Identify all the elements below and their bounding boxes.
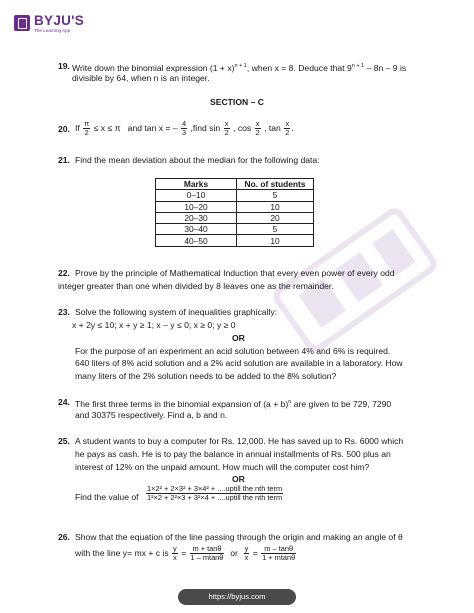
q22-line-2: integer greater than one when divided by 8 leaves one as the remainder. — [58, 281, 334, 291]
q24-line-2: and 30375 respectively. Find a, b and n. — [75, 410, 228, 420]
marks-table — [155, 178, 314, 247]
q23-line-3: For the purpose of an experiment an acid solution between 4% and 6% is required. — [75, 346, 391, 356]
table-row — [156, 201, 314, 212]
q23-line-5: many liters of the 2% solution needs to be added to the 8% solution? — [75, 371, 337, 381]
q25-fraction: $\frac{\text{1×2² + 2×3² + 3×4² + ....uptill the nth term}}{\text{1²×2 + 2²×3 + 3²×4 + ....uptill the nth term}}$ — [147, 484, 283, 502]
q20-text: If $\frac{\pi}{2}$ ≤ x ≤ π and tan x = – $\frac{4}{3}$ ,find sin $\frac{x}{2}$ , cos $\frac{x}{2}$ , tan $\frac{x}{2}$ . — [75, 119, 294, 138]
q24-line-1: The first three terms in the binomial expansion of $(a + b)^n$ are given to be 729, 7290 — [75, 398, 392, 409]
table-cell: 10 — [237, 201, 314, 212]
brand-tagline: The Learning App — [34, 28, 71, 33]
footer-url-link[interactable]: https://byjus.com — [178, 589, 296, 605]
question-number: 21. — [58, 155, 70, 165]
q25-find-label: Find the value of — [75, 492, 139, 502]
table-header: Marks — [156, 179, 237, 190]
q21-text: Find the mean deviation about the median for the following data: — [75, 155, 320, 165]
section-heading: SECTION – C — [210, 97, 264, 107]
table-cell: 5 — [237, 190, 314, 201]
footer — [0, 582, 474, 613]
question-number: 23. — [58, 307, 70, 317]
table-cell: 0–10 — [156, 190, 237, 201]
or-separator: OR — [232, 474, 245, 484]
question-number: 19. — [58, 61, 70, 71]
q23-line-4: 640 liters of 8% acid solution and a 2% acid solution are available in a laboratory. How — [75, 358, 403, 368]
question-number: 26. — [58, 532, 70, 542]
table-cell: 40–50 — [156, 235, 237, 246]
byjus-logo-icon — [14, 15, 30, 31]
table-header: No. of students — [237, 179, 314, 190]
table-row — [156, 190, 314, 201]
table-row — [156, 212, 314, 223]
table-cell: 10 — [237, 235, 314, 246]
table-row — [156, 224, 314, 235]
q25-line-2: he pays as cash. He is to pay the balance in annual installments of Rs. 500 plus an — [75, 449, 391, 459]
question-number: 24. — [58, 397, 70, 407]
or-separator: OR — [232, 333, 245, 343]
q25-line-1: A student wants to buy a computer for Rs. 12,000. He has saved up to Rs. 6000 which — [75, 436, 404, 446]
table-cell: 30–40 — [156, 224, 237, 235]
q26-line-1: Show that the equation of the line passing through the origin and making an angle of θ — [75, 532, 403, 542]
question-number: 22. — [58, 268, 70, 278]
table-row — [156, 235, 314, 246]
q23-line-1: Solve the following system of inequalities graphically: — [75, 307, 278, 317]
q23-line-2: x + 2y ≤ 10; x + y ≥ 1; x – y ≤ 0; x ≥ 0; y ≥ 0 — [72, 320, 236, 330]
table-cell: 20 — [237, 212, 314, 223]
table-header-row — [156, 179, 314, 190]
q26-line-2: with the line y= mx + c is $\frac{y}{x}$ = $\frac{m + \tan\theta}{1 - mtan\theta}$ or $\frac{y}{x}$ = $\frac{m - \tan\theta}{1 + mtan\theta}$ — [75, 544, 296, 563]
table-cell: 20–30 — [156, 212, 237, 223]
q19-line-2: divisible by 64, when n is an integer. — [72, 73, 210, 83]
brand-name: BYJU'S — [34, 13, 85, 28]
q25-line-3: interest of 12% on the unpaid amount. How much will the computer cost him? — [75, 462, 370, 472]
table-cell: 5 — [237, 224, 314, 235]
q19-line-1: Write down the binomial expression $(1 + x)^{n + 1}$, when x = 8. Deduce that $9^{n + 1} - 8n - 9$ is — [72, 62, 407, 73]
table-cell: 10–20 — [156, 201, 237, 212]
question-number: 20. — [58, 124, 70, 134]
question-number: 25. — [58, 436, 70, 446]
q22-line-1: Prove by the principle of Mathematical Induction that every even power of every odd — [75, 268, 395, 278]
